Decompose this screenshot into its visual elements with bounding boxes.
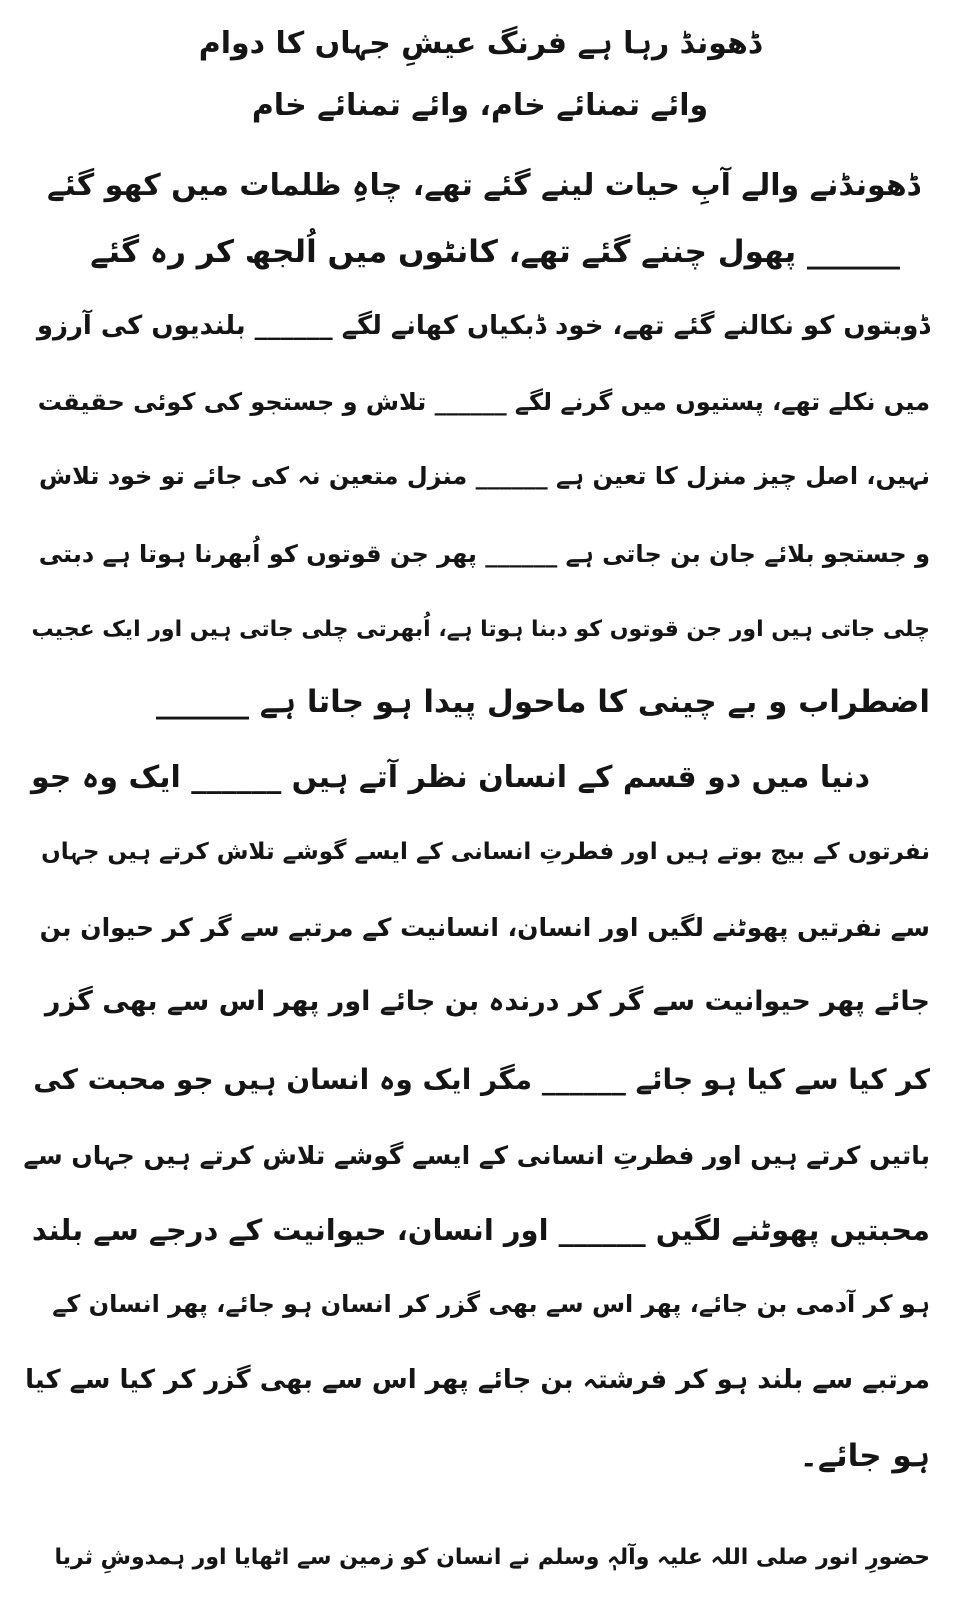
paragraph-1-line-1: ڈھونڈنے والے آبِ حیات لینے گئے تھے، چاہِ ظلمات میں کھو گئے <box>46 168 920 203</box>
paragraph-1-line-7: چلی جاتی ہیں اور جن قوتوں کو دبنا ہوتا ہے، اُبھرتی چلی جاتی ہیں اور ایک عجیب <box>31 617 930 642</box>
verse-line-1: ڈھونڈ رہا ہے فرنگ عیشِ جہاں کا دوام <box>198 26 762 61</box>
paragraph-2-line-7: محبتیں پھوٹنے لگیں ______ اور انسان، حیوانیت کے درجے سے بلند <box>31 1213 930 1247</box>
paragraph-2-line-2: نفرتوں کے بیج بوتے ہیں اور فطرتِ انسانی کے ایسے گوشے تلاش کرتے ہیں جہاں <box>41 839 930 865</box>
paragraph-2-line-3: سے نفرتیں پھوٹنے لگیں اور انسان، انسانیت کے مرتبے سے گر کر حیوان بن <box>39 913 930 942</box>
paragraph-2-line-4: جائے پھر حیوانیت سے گر کر درندہ بن جائے اور پھر اس سے بھی گزر <box>44 986 930 1017</box>
paragraph-1-line-6: و جستجو بلائے جان بن جاتی ہے ______ پھر جن قوتوں کو اُبھرنا ہوتا ہے دبتی <box>38 540 930 568</box>
paragraph-1-line-8: اضطراب و بے چینی کا ماحول پیدا ہو جاتا ہے ______ <box>155 684 930 720</box>
paragraph-2-line-6: باتیں کرتے ہیں اور فطرتِ انسانی کے ایسے گوشے تلاش کرتے ہیں جہاں سے <box>23 1141 930 1170</box>
paragraph-1-line-5: نہیں، اصل چیز منزل کا تعین ہے ______ منزل متعین نہ کی جائے تو خود تلاش <box>38 462 930 490</box>
paragraph-1-line-4: میں نکلے تھے، پستیوں میں گرنے لگے ______ تلاش و جستجو کی کوئی حقیقت <box>37 388 930 416</box>
verse-line-2: وائے تمنائے خام، وائے تمنائے خام <box>251 88 709 123</box>
paragraph-2-line-10: ہو جائے۔ <box>799 1438 930 1474</box>
paragraph-1-line-3: ڈوبتوں کو نکالنے گئے تھے، خود ڈبکیاں کھانے لگے ______ بلندیوں کی آرزو <box>36 311 930 341</box>
paragraph-2-line-1: دنیا میں دو قسم کے انسان نظر آتے ہیں ______ ایک وہ جو <box>30 760 870 795</box>
paragraph-1-line-2: ______ پھول چننے گئے تھے، کانٹوں میں اُلجھ کر رہ گئے <box>90 234 900 270</box>
paragraph-2-line-8: ہو کر آدمی بن جائے، پھر اس سے بھی گزر کر انسان ہو جائے، پھر انسان کے <box>52 1290 930 1318</box>
paragraph-3-line-1: حضورِ انور صلی اللہ علیہ وآلہٖ وسلم نے انسان کو زمین سے اٹھایا اور ہمدوشِ ثریا <box>54 1545 930 1570</box>
paragraph-2-line-5: کر کیا سے کیا ہو جائے ______ مگر ایک وہ انسان ہیں جو محبت کی <box>33 1063 930 1096</box>
paragraph-2-line-9: مرتبے سے بلند ہو کر فرشتہ بن جائے پھر اس سے بھی گزر کر کیا سے کیا <box>25 1365 930 1395</box>
